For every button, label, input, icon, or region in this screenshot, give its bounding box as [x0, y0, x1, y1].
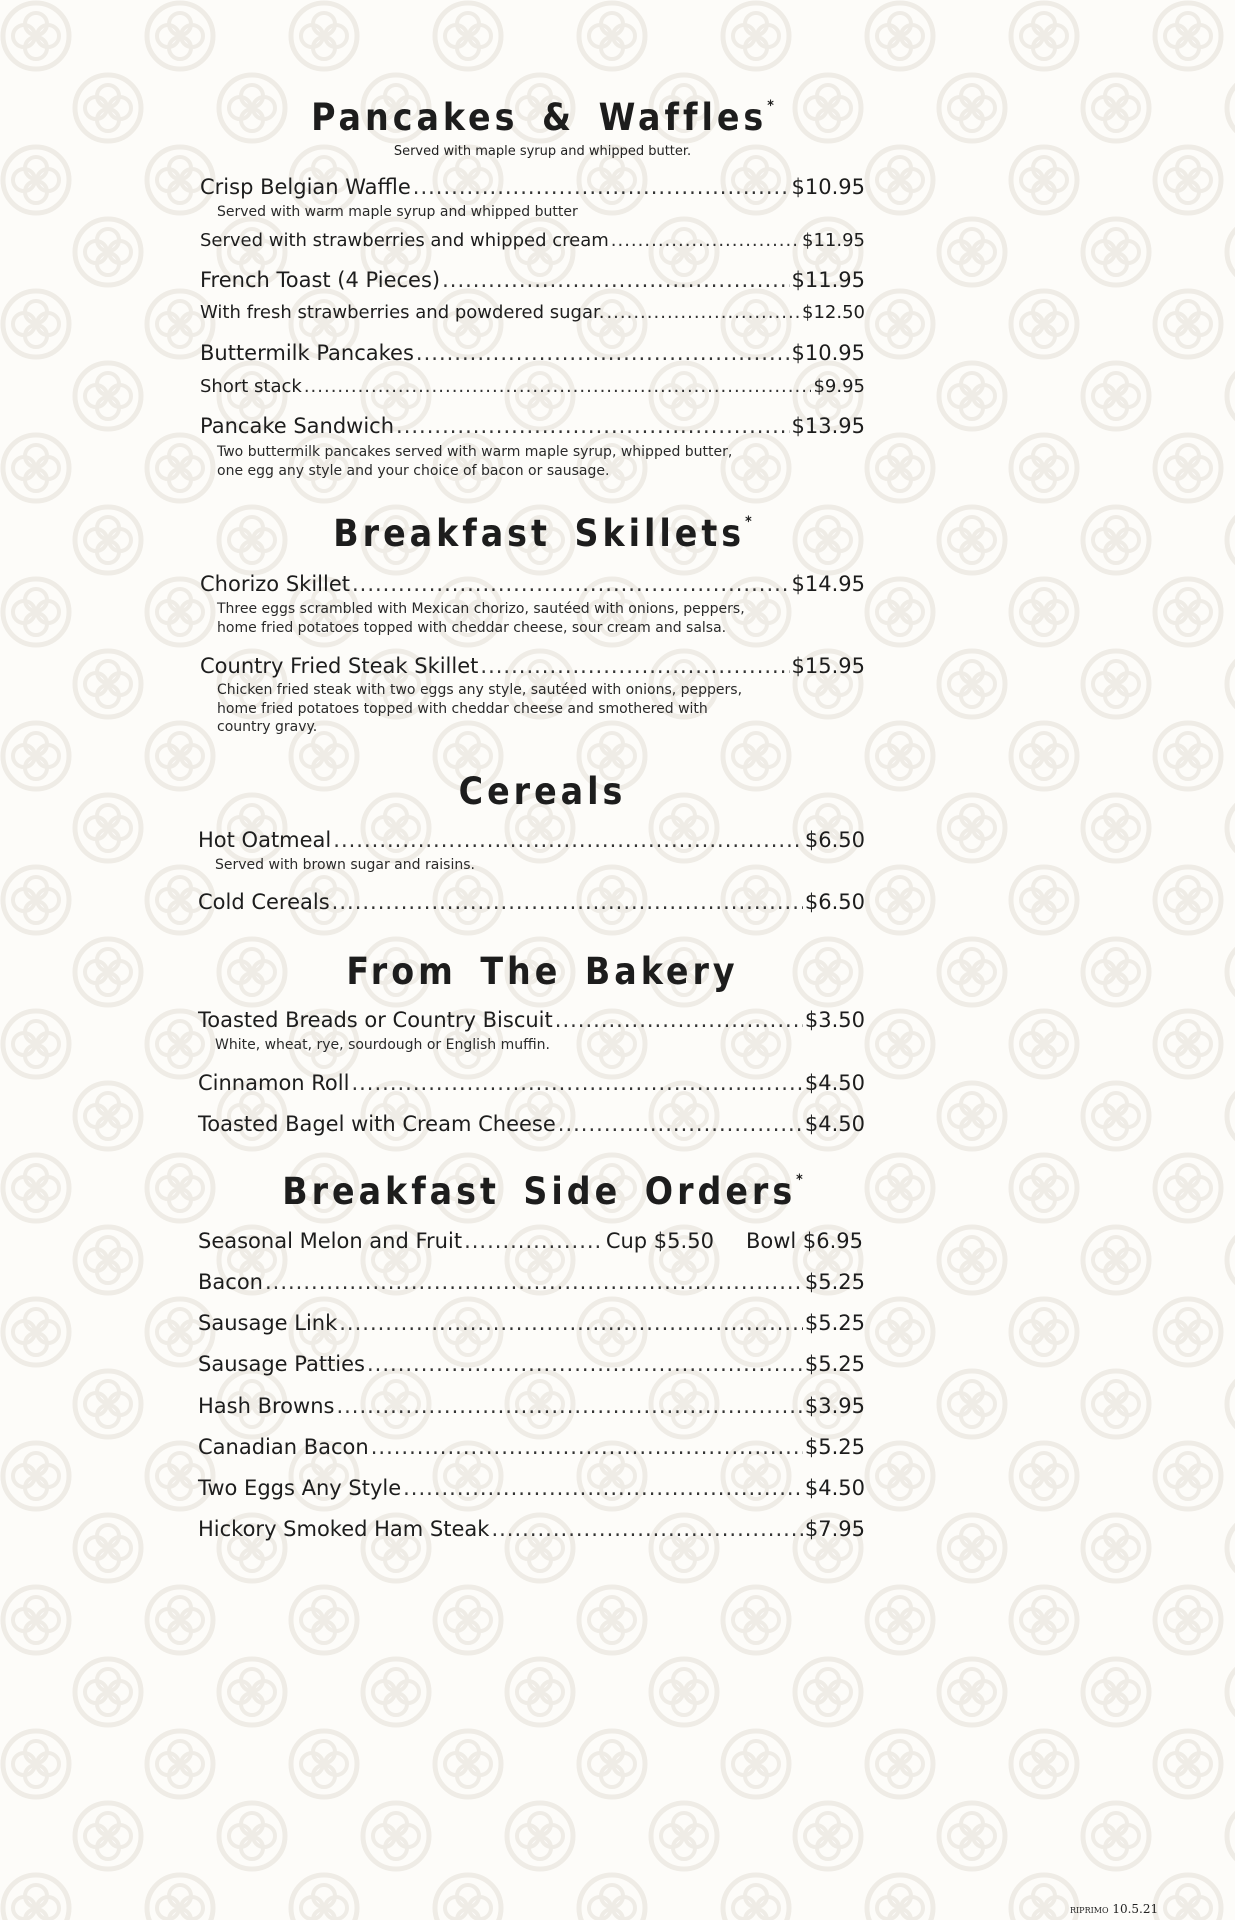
item-price: $12.50 [802, 302, 865, 323]
menu-item-chorizo-skillet: Chorizo Skillet ..... $14.95 [200, 572, 865, 596]
item-description: Two buttermilk pancakes served with warm maple syrup, whipped butter, one egg any style and your choice of bacon or sausage. [217, 444, 733, 479]
item-description: Chicken fried steak with two eggs any style, sautéed with onions, peppers, home fried potatoes topped with cheddar cheese and smothered with country gravy. [217, 682, 743, 735]
menu-item-buttermilk-pancakes: Buttermilk Pancakes ..... $10.95 [200, 341, 865, 365]
item-description: Served with warm maple syrup and whipped butter [217, 204, 578, 220]
section-note: Served with maple syrup and whipped butter. [393, 144, 692, 159]
item-price-bowl: Bowl $6.95 [745, 1229, 863, 1253]
menu-item-hot-oatmeal: Hot Oatmeal ..... $6.50 [198, 828, 865, 852]
section-heading-from-the-bakery: From The Bakery [346, 950, 739, 993]
footer-print-code: RIPRIMO 10.5.21 [1070, 1902, 1159, 1916]
item-description: White, wheat, rye, sourdough or English muffin. [215, 1037, 550, 1053]
item-price: $10.95 [791, 175, 865, 199]
item-price: $4.50 [804, 1476, 865, 1500]
item-price-cup: Cup $5.50 [605, 1229, 714, 1253]
item-price: $13.95 [791, 414, 865, 438]
section-heading-breakfast-skillets: Breakfast Skillets* [333, 512, 752, 555]
section-heading-cereals: Cereals [458, 770, 627, 813]
item-price: $4.50 [804, 1112, 865, 1136]
item-price: $7.95 [804, 1517, 865, 1541]
menu-item-country-fried-steak-skillet: Country Fried Steak Skillet ..... $15.95 [200, 654, 865, 678]
menu-item-belgian-waffle: Crisp Belgian Waffle ..... $10.95 [200, 175, 865, 199]
menu-item-french-toast: French Toast (4 Pieces) ..... $11.95 [200, 268, 865, 292]
menu-item-short-stack: Short stack ..... $9.95 [200, 376, 865, 397]
menu-item-french-toast-strawberries: With fresh strawberries and powdered sugar. ..... $12.50 [200, 302, 865, 323]
item-price: $3.50 [804, 1008, 865, 1032]
item-description: Three eggs scrambled with Mexican chorizo, sautéed with onions, peppers, home fried potatoes topped with cheddar cheese, sour cream and salsa. [217, 601, 745, 636]
menu-item-seasonal-melon: Seasonal Melon and Fruit ..... Cup $5.50 Bowl $6.95 [198, 1229, 863, 1253]
menu-item-cold-cereals: Cold Cereals ..... $6.50 [198, 890, 865, 914]
item-price: $15.95 [791, 654, 865, 678]
section-heading-pancakes-waffles: Pancakes & Waffles* [311, 96, 774, 139]
menu-item-hash-browns: Hash Browns ..... $3.95 [198, 1394, 865, 1418]
item-price: $5.25 [804, 1352, 865, 1376]
item-price: $5.25 [804, 1311, 865, 1335]
item-description: Served with brown sugar and raisins. [215, 857, 475, 873]
menu-item-canadian-bacon: Canadian Bacon ..... $5.25 [198, 1435, 865, 1459]
item-price: $5.25 [804, 1270, 865, 1294]
item-price: $11.95 [802, 230, 865, 251]
item-price: $10.95 [791, 341, 865, 365]
menu-item-strawberries-cream: Served with strawberries and whipped cream ..... $11.95 [200, 230, 865, 251]
menu-item-cinnamon-roll: Cinnamon Roll ..... $4.50 [198, 1071, 865, 1095]
item-price: $3.95 [804, 1394, 865, 1418]
item-price: $5.25 [804, 1435, 865, 1459]
item-price: $6.50 [804, 890, 865, 914]
item-price: $14.95 [791, 572, 865, 596]
menu-item-pancake-sandwich: Pancake Sandwich ..... $13.95 [200, 414, 865, 438]
menu-item-ham-steak: Hickory Smoked Ham Steak ..... $7.95 [198, 1517, 865, 1541]
section-heading-breakfast-side-orders: Breakfast Side Orders* [282, 1170, 803, 1213]
item-price: $4.50 [804, 1071, 865, 1095]
menu-item-sausage-patties: Sausage Patties ..... $5.25 [198, 1352, 865, 1376]
menu-item-sausage-link: Sausage Link ..... $5.25 [198, 1311, 865, 1335]
menu-item-two-eggs: Two Eggs Any Style ..... $4.50 [198, 1476, 865, 1500]
menu-item-toasted-breads: Toasted Breads or Country Biscuit ..... $3.50 [198, 1008, 865, 1032]
menu-item-toasted-bagel: Toasted Bagel with Cream Cheese ..... $4.50 [198, 1112, 865, 1136]
item-price: $9.95 [813, 376, 865, 397]
item-price: $11.95 [791, 268, 865, 292]
menu-item-bacon: Bacon ..... $5.25 [198, 1270, 865, 1294]
item-price: $6.50 [804, 828, 865, 852]
